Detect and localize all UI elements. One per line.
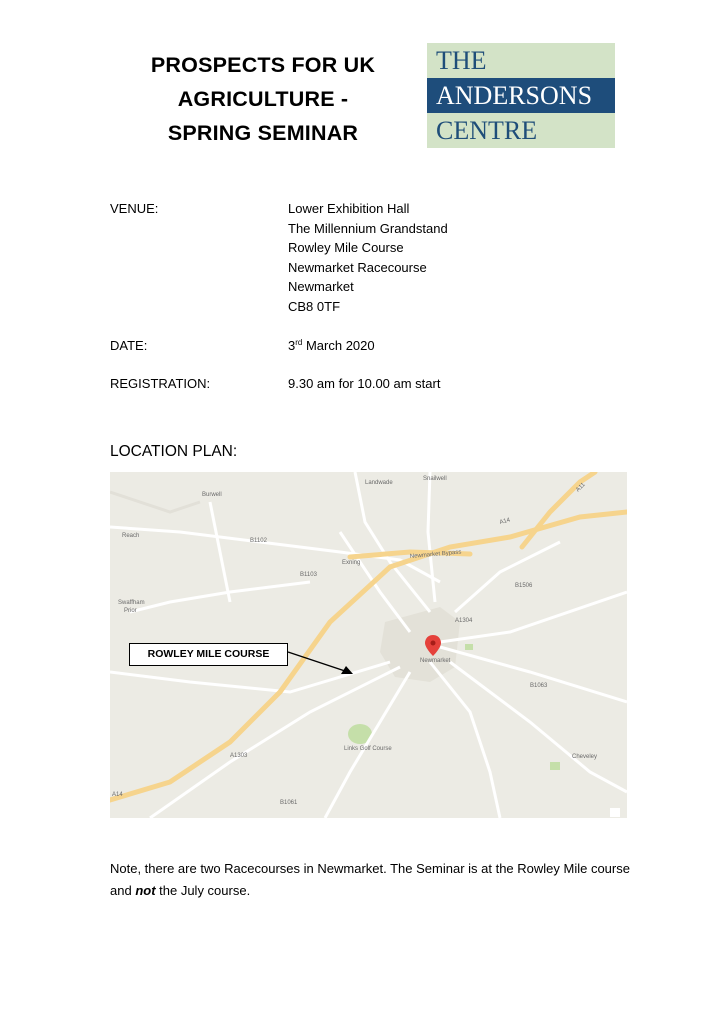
logo-line-1: THE — [427, 43, 615, 78]
place-label: Newmarket — [420, 658, 451, 664]
note-text-end: the July course. — [155, 883, 251, 898]
road-label: A1303 — [230, 753, 248, 759]
registration-value: 9.30 am for 10.00 am start — [288, 376, 441, 391]
rowley-mile-callout: ROWLEY MILE COURSE — [129, 643, 288, 666]
title-line-1: PROSPECTS FOR UK — [150, 53, 376, 77]
place-label: Reach — [122, 533, 140, 539]
place-label: Exning — [342, 560, 361, 566]
map-scale-box — [610, 808, 620, 817]
road-label: B1061 — [280, 800, 298, 806]
date-rest: March 2020 — [302, 338, 375, 353]
venue-line: Newmarket — [288, 279, 354, 295]
venue-line: Lower Exhibition Hall — [288, 201, 410, 216]
andersons-centre-logo — [427, 43, 615, 148]
green-area — [465, 644, 473, 650]
place-label: Cheveley — [572, 754, 598, 760]
place-label: Burwell — [202, 492, 222, 498]
place-label: Landwade — [365, 480, 393, 486]
place-label: Swaffham — [118, 600, 145, 606]
venue-line: Newmarket Racecourse — [288, 259, 427, 275]
road-label: Newmarket Bypass — [409, 549, 462, 560]
road-label: B1103 — [300, 572, 317, 578]
road-label: A14 — [112, 792, 123, 798]
note-paragraph — [110, 858, 630, 902]
place-label: Prior — [124, 608, 137, 614]
title-line-3: SPRING SEMINAR — [167, 121, 359, 145]
venue-label: VENUE: — [110, 201, 159, 216]
note-text: Note, there are two Racecourses in Newmarket. The Seminar is at the Rowley Mile course and — [110, 861, 630, 898]
road-label: A1304 — [455, 618, 473, 624]
road-label: B1506 — [515, 583, 533, 589]
road-label: B1063 — [530, 683, 548, 689]
pin-center — [431, 641, 436, 646]
road-label: B1102 — [250, 538, 267, 544]
logo-line-3: CENTRE — [427, 113, 615, 148]
venue-line: The Millennium Grandstand — [288, 220, 448, 236]
title-line-2: AGRICULTURE - — [177, 87, 349, 111]
logo-line-2: ANDERSONS — [427, 78, 615, 113]
road-label: A11 — [575, 481, 587, 494]
date-day: 3 — [288, 338, 296, 353]
location-plan-heading: LOCATION PLAN: — [110, 443, 238, 460]
venue-line: Rowley Mile Course — [288, 240, 404, 256]
green-area — [550, 762, 560, 770]
registration-label: REGISTRATION: — [110, 376, 211, 391]
road-label: A14 — [498, 517, 511, 526]
note-emphasis: not — [135, 883, 156, 898]
place-label: Links Golf Course — [344, 746, 392, 752]
venue-postcode: CB8 0TF — [288, 299, 341, 314]
place-label: Snailwell — [423, 476, 447, 482]
date-suffix: rd — [295, 338, 303, 347]
seminar-title — [118, 48, 408, 150]
date-label: DATE: — [110, 338, 148, 353]
date-value — [288, 336, 375, 356]
